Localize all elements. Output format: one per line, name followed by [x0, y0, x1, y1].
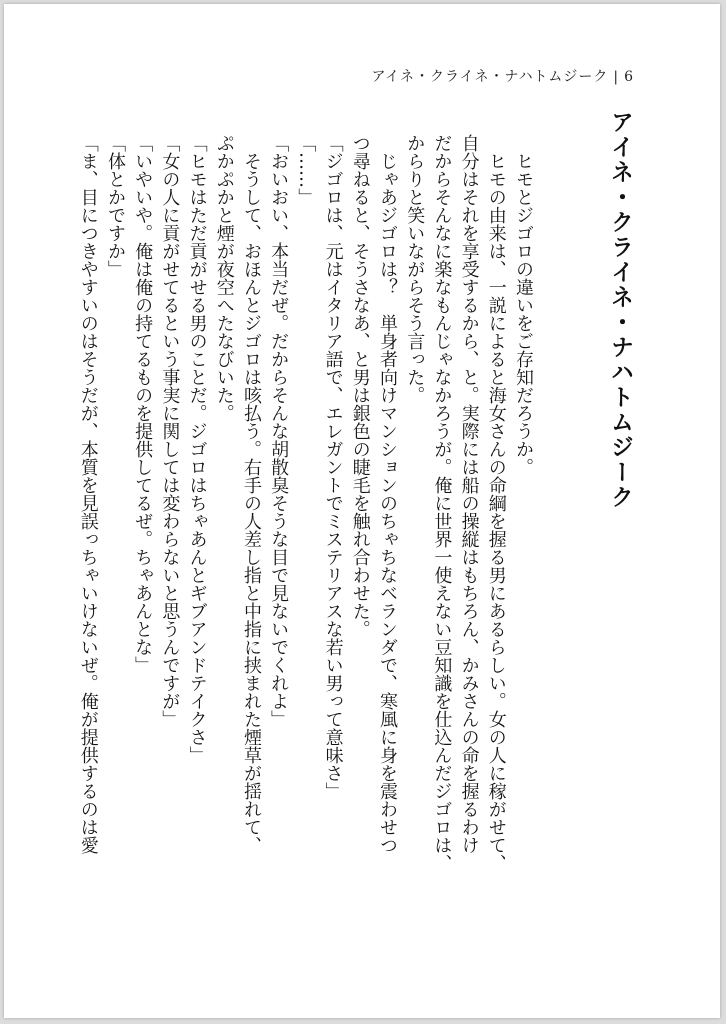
text-line: 「体とかですか」	[104, 134, 126, 278]
text-line: 「ま、目につきやすいのはそうだが、本質を見誤っちゃいけないぜ。俺が提供するのは愛	[77, 134, 99, 854]
text-line: 「ヒモはただ貢がせる男のことだ。ジゴロはちゃあんとギブアンドテイクさ」	[186, 134, 208, 764]
text-line: 「ジゴロは、元はイタリア語で、エレガントでミステリアスな若い男って意味さ」	[322, 134, 344, 800]
text-line: だからそんなに楽なもんじゃなかろうが。俺に世界一使えない豆知識を仕込んだジゴロは、	[431, 134, 453, 872]
text-line: 自分はそれを享受するから、と。実際には船の操縦はもちろん、かみさんの命を握るわけ	[458, 134, 480, 854]
page-number: 6	[624, 69, 634, 85]
text-line: からりと笑いながらそう言った。	[404, 134, 426, 404]
text-line: じゃあジゴロは？ 単身者向けマンションのちゃちなベランダで、寒風に身を震わせつ	[376, 152, 398, 854]
running-header	[371, 66, 634, 86]
text-line: 「おいおい、本当だぜ。だからそんな胡散臭そうな目で見ないでくれよ」	[268, 134, 290, 728]
text-line: ぷかぷかと煙が夜空へたなびいた。	[213, 134, 235, 422]
text-line: 「女の人に貢がせてるという事実に関しては変わらないと思うんですが」	[159, 134, 181, 728]
body-text	[77, 134, 537, 964]
running-header-title: アイネ・クライネ・ナハトムジーク	[371, 69, 609, 85]
text-line: 「……」	[295, 134, 317, 206]
text-line: 「いやいや。俺は俺の持てるものを提供してるぜ。ちゃあんとな」	[132, 134, 154, 674]
text-line: ヒモの由来は、一説によると海女さんの命綱を握る男にあるらしい。女の人に稼がせて、	[485, 152, 507, 872]
text-line: そうして、おほんとジゴロは咳払う。右手の人差し指と中指に挟まれた煙草が揺れて、	[240, 152, 262, 854]
book-page	[4, 4, 720, 1018]
text-line: ヒモとジゴロの違いをご存知だろうか。	[513, 152, 534, 476]
text-line: つ尋ねると、そうさなあ、と男は銀色の睫毛を触れ合わせた。	[349, 134, 371, 638]
chapter-title: アイネ・クライネ・ナハトムジーク	[607, 110, 634, 510]
running-header-separator: |	[613, 69, 620, 85]
